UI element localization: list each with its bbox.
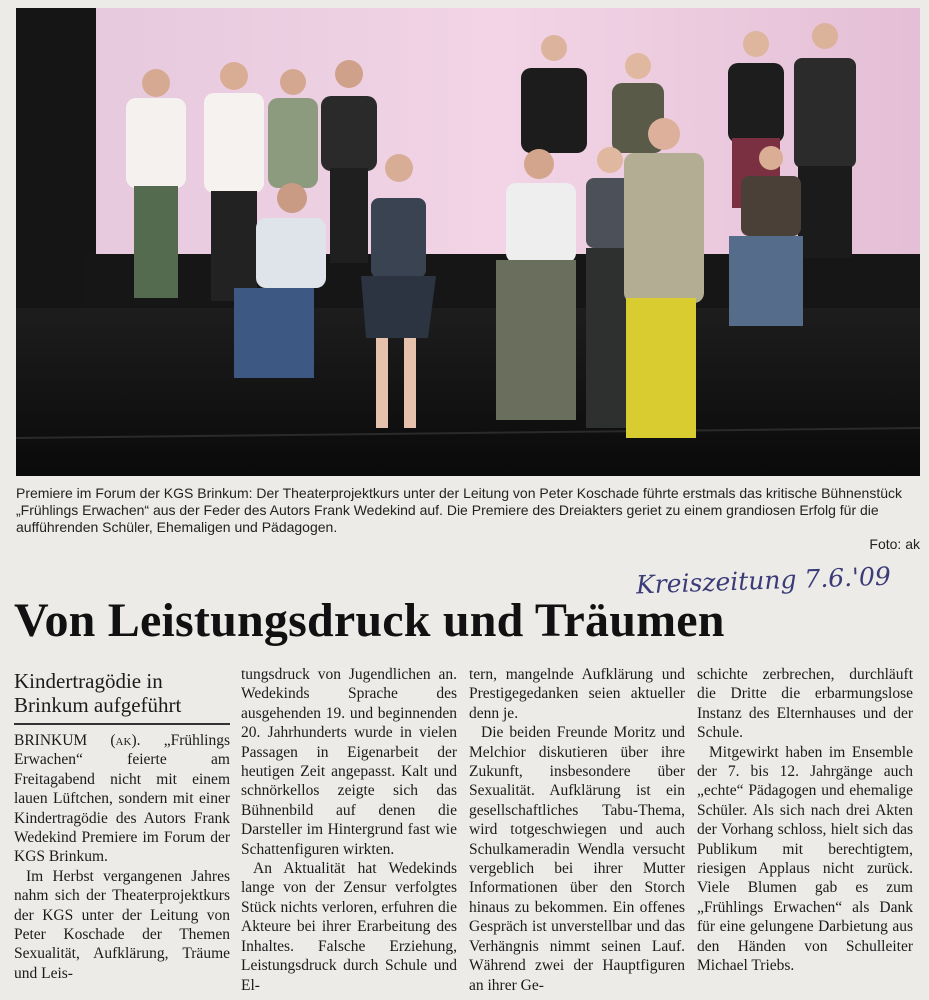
actor-silhouette: [624, 118, 704, 438]
article-paragraph: Mitgewirkt haben im Ensemble der 7. bis 12. Jahrgänge auch „echte“ Pädagogen und ehemalige Schüler. Als sich nach drei Akten der Vorhang schloss, hielt sich das Publikum mit berechtigtem, riesigen Applaus nicht zurück. Viele Blumen gab es zum „Frühlings Erwachen“ als Dank für eine gelungene Darbietung aus den Händen von Schulleiter Michael Triebs.: [697, 743, 913, 975]
stage-photo: [16, 8, 920, 476]
subheadline: Kindertragödie in Brinkum aufgeführt: [14, 669, 230, 725]
paragraph-text: „Frühlings Erwachen“ feierte am Freitagabend nicht mit einem lauen Lüftchen, sondern mit einer Kindertragödie des Autors Frank Wedekind Premiere im Forum der KGS Brinkum.: [14, 732, 230, 866]
photo-credit: Foto: ak: [869, 536, 920, 552]
stage-photo-illustration: [16, 8, 920, 476]
article-paragraph: Im Herbst vergangenen Jahres nahm sich der Theaterprojektkurs der KGS unter der Leitung von Peter Koschade der Themen Sexualität, Aufklärung, Träume und Leis-: [14, 867, 230, 982]
actor-silhouette: [204, 62, 264, 301]
photo-caption: [16, 485, 920, 553]
article-paragraph: tungsdruck von Jugendlichen an. Wedekinds Sprache des ausgehenden 19. und beginnenden 20. Jahrhunderts wurde in vielen Passagen in Eigenarbeit der heutigen Zeit angepasst. Kalt und schnörkellos zeigte sich das Bühnenbild auf denen die Darsteller im Hintergrund fast wie Schattenfiguren wirkten.: [241, 666, 457, 858]
caption-text: Premiere im Forum der KGS Brinkum: Der Theaterprojektkurs unter der Leitung von Peter Koschade führte erstmals das kritische Bühnenstück „Frühlings Erwachen“ aus der Feder des Autors Frank Wedekind auf. Die Premiere des Dreiakters geriet zu einem grandiosen Erfolg für die aufführenden Schüler, Ehemaligen und Pädagogen.: [16, 485, 903, 535]
actor-silhouette: [496, 149, 576, 420]
dateline: BRINKUM (ak).: [14, 732, 141, 749]
actor-silhouette: [794, 23, 856, 258]
article-column-4: [697, 665, 913, 997]
actor-silhouette: [126, 69, 186, 298]
article-paragraph: schichte zerbrechen, durchläuft die Dritte die erbarmungslose Instanz des Elternhauses und der Schule.: [697, 666, 913, 742]
article-paragraph: [14, 731, 230, 867]
article-paragraph: Die beiden Freunde Moritz und Melchior diskutieren über ihre Zukunft, insbesondere über Sexualität. Aufklärung ist ein gesellschaftliches Tabu-Thema, wird totgeschwiegen und auch Schulkameradin Wendla versucht vergeblich bei ihrer Mutter Informationen über den Storch hinaus zu bekommen. Ein offenes Gespräch ist unverstellbar und das Verhängnis nimmt seinen Lauf. Während zwei der Hauptfiguren an ihrer Ge-: [469, 724, 685, 994]
article-paragraph: An Aktualität hat Wedekinds lange von der Zensur verfolgtes Stück nichts verloren, erfuhren die Akteure bei ihrer Erarbeitung des Inhaltes. Falsche Erziehung, Leistungsdruck durch Schule und El-: [241, 860, 457, 994]
article-paragraph: tern, mangelnde Aufklärung und Prestigegedanken seien aktueller denn je.: [469, 666, 685, 722]
article-column-3: [469, 665, 685, 997]
handwritten-date-note: Kreiszeitung 7.6.'09: [635, 561, 892, 600]
article-column-1: [14, 665, 230, 997]
article-column-2: [241, 665, 457, 997]
headline: Von Leistungsdruck und Träumen: [14, 594, 725, 647]
